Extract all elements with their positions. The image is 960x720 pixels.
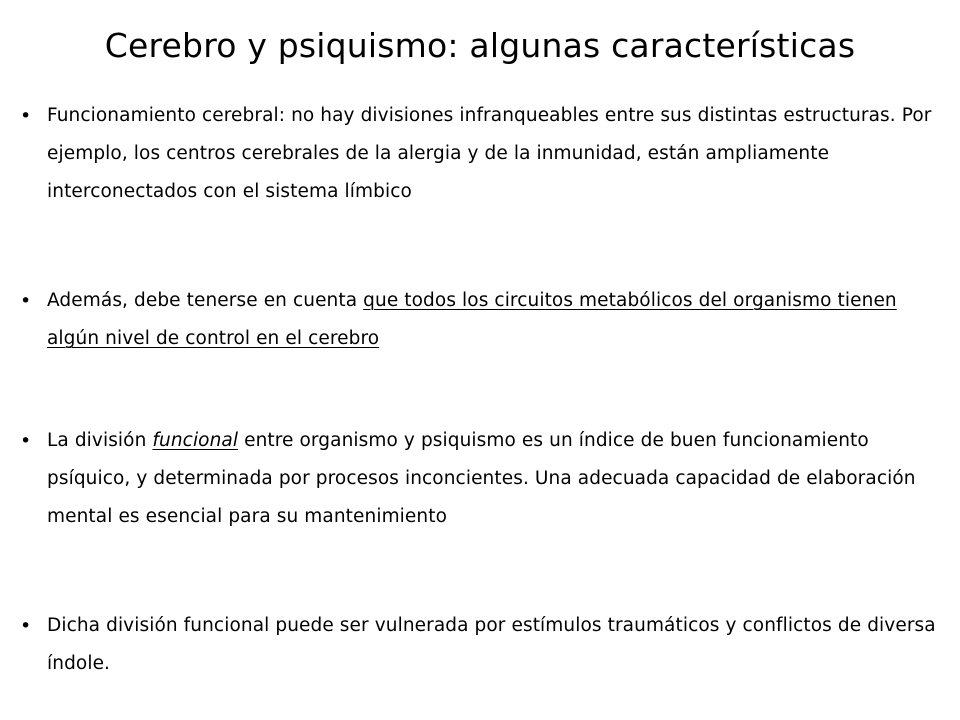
bullet-text [47, 607, 951, 683]
bullet-text [47, 422, 951, 536]
bullet-text-span: Además, debe tenerse en cuenta [47, 290, 364, 311]
slide-title: Cerebro y psiquismo: algunas características [104, 26, 856, 65]
underlined-text: que todos los circuitos metabólicos del organismo tienen algún nivel de control en el cerebro [47, 290, 897, 349]
bullet-text [47, 282, 951, 358]
emphasized-text: funcional [152, 430, 239, 451]
bullet-text-span: La división [47, 430, 153, 451]
bullet-marker: • [20, 430, 32, 452]
bullet-text-span: Dicha división funcional puede ser vulnerada por estímulos traumáticos y conflictos de diversa índole. [47, 615, 936, 674]
bullet-text-span: Funcionamiento cerebral: no hay divisiones infranqueables entre sus distintas estructuras. Por ejemplo, los centros cerebrales de la alergia y de la inmunidad, están ampliamente interconectados con el sistema límbico [47, 105, 932, 202]
bullet-marker: • [20, 290, 32, 312]
bullet-marker: • [20, 105, 32, 127]
bullet-text-span: entre organismo y psiquismo es un índice de buen funcionamiento psíquico, y determinada por procesos inconcientes. Una adecuada capacidad de elaboración mental es esencial para su mantenimiento [47, 430, 916, 527]
bullet-text [47, 97, 951, 211]
bullet-marker: • [20, 615, 32, 637]
